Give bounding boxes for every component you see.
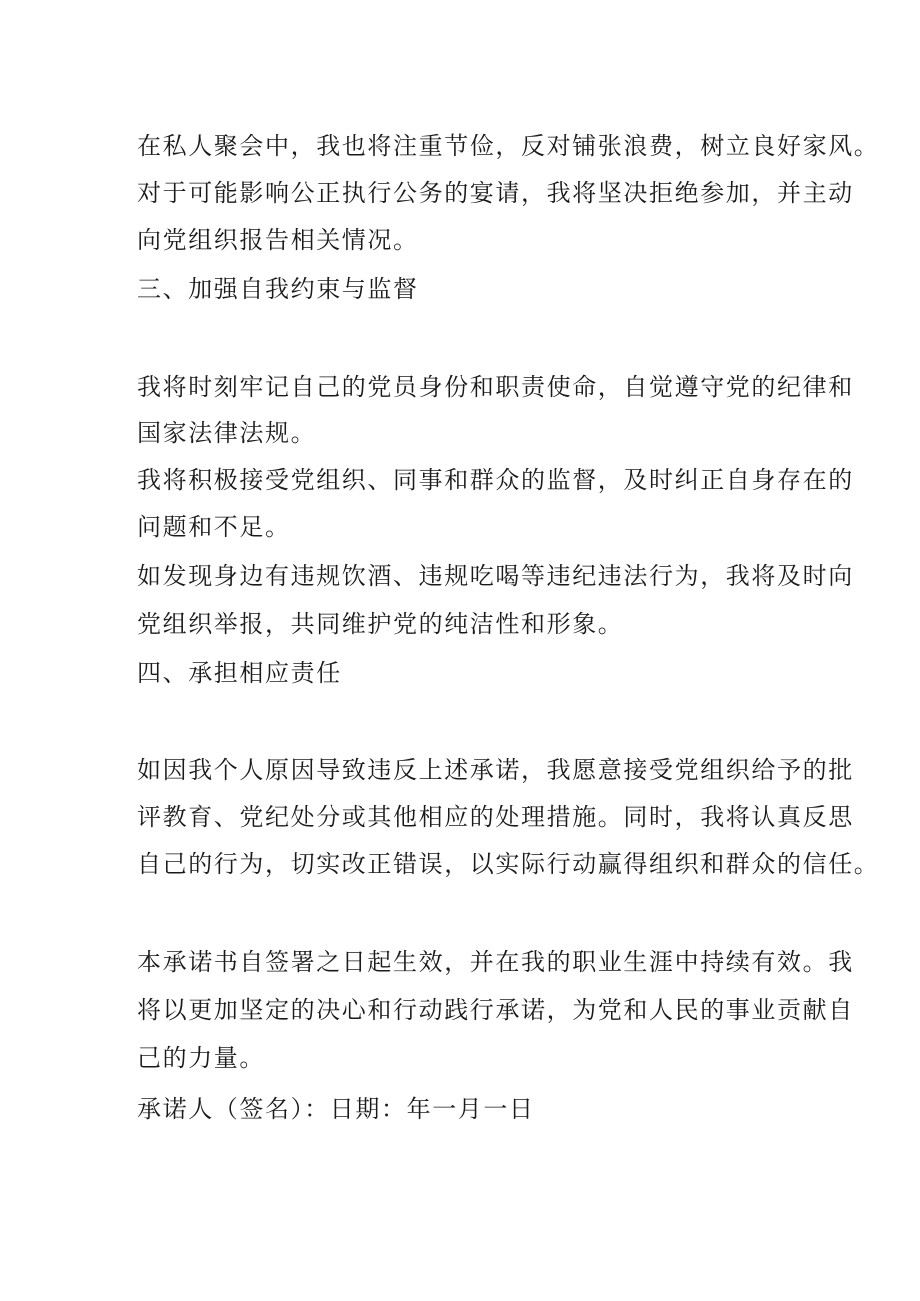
paragraph-line: 国家法律法规。 xyxy=(137,419,317,447)
paragraph-line: 如因我个人原因导致违反上述承诺，我愿意接受党组织给予的批 xyxy=(137,756,854,784)
paragraph-line: 己的力量。 xyxy=(137,1044,265,1072)
paragraph-line: 评教育、党纪处分或其他相应的处理措施。同时，我将认真反思 xyxy=(137,803,854,831)
paragraph-line: 党组织举报，共同维护党的纯洁性和形象。 xyxy=(137,610,624,638)
paragraph-line: 我将时刻牢记自己的党员身份和职责使命，自觉遵守党的纪律和 xyxy=(137,373,854,401)
signature-date-line: 承诺人（签名）：日期：年一月一日 xyxy=(137,1095,535,1123)
paragraph-line: 问题和不足。 xyxy=(137,513,291,541)
paragraph-line: 对于可能影响公正执行公务的宴请，我将坚决拒绝参加，并主动 xyxy=(137,179,854,207)
paragraph-line: 如发现身边有违规饮酒、违规吃喝等违纪违法行为，我将及时向 xyxy=(137,562,854,590)
paragraph-line: 我将积极接受党组织、同事和群众的监督，及时纠正自身存在的 xyxy=(137,466,854,494)
paragraph-line: 将以更加坚定的决心和行动践行承诺，为党和人民的事业贡献自 xyxy=(137,996,854,1024)
paragraph-line: 在私人聚会中，我也将注重节俭，反对铺张浪费，树立良好家风。 xyxy=(137,132,880,160)
section-heading-3: 三、加强自我约束与监督 xyxy=(137,275,419,303)
section-heading-4: 四、承担相应责任 xyxy=(137,659,342,687)
paragraph-line: 本承诺书自签署之日起生效，并在我的职业生涯中持续有效。我 xyxy=(137,948,854,976)
paragraph-line: 向党组织报告相关情况。 xyxy=(137,226,419,254)
paragraph-line: 自己的行为，切实改正错误，以实际行动赢得组织和群众的信任。 xyxy=(137,850,880,878)
